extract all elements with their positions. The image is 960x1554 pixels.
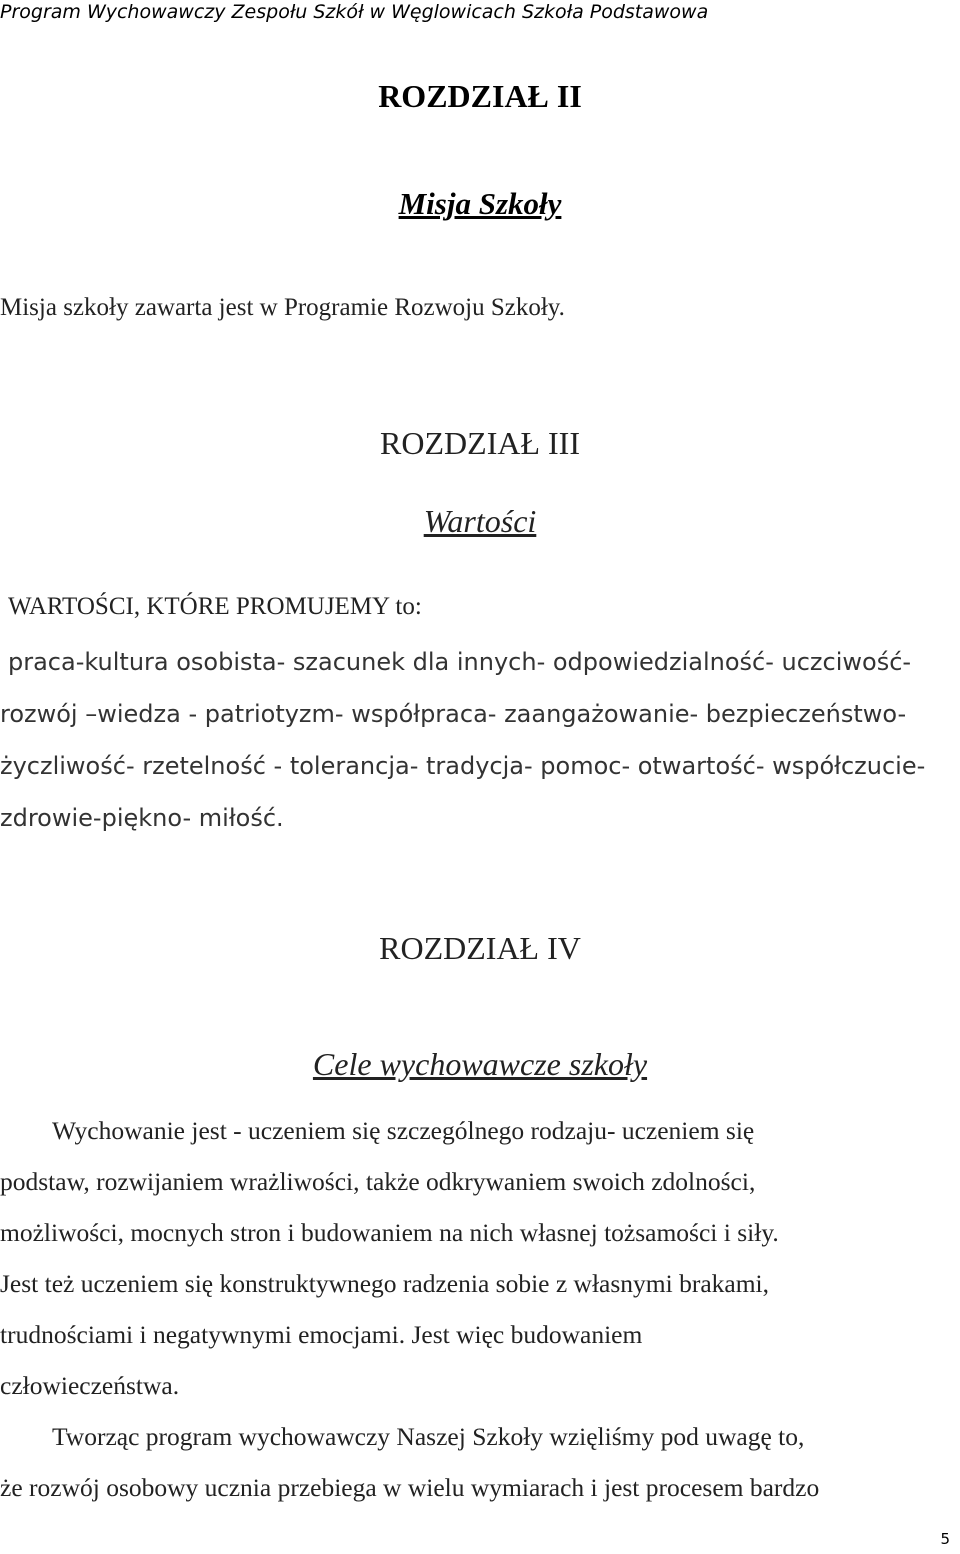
paragraph-line: człowieczeństwa. <box>0 1371 180 1400</box>
values-line: praca-kultura osobista- szacunek dla innych- odpowiedzialność- uczciwość- <box>8 648 912 676</box>
paragraph-line: Wychowanie jest - uczeniem się szczególnego rodzaju- uczeniem się <box>52 1116 755 1145</box>
values-line: zdrowie-piękno- miłość. <box>0 804 284 832</box>
page-number: 5 <box>940 1530 950 1548</box>
paragraph-line: Jest też uczeniem się konstruktywnego radzenia sobie z własnymi brakami, <box>0 1269 770 1298</box>
values-heading: Wartości <box>423 503 537 539</box>
chapter-2-title: ROZDZIAŁ II <box>378 78 582 114</box>
paragraph-line: podstaw, rozwijaniem wrażliwości, także odkrywaniem swoich zdolności, <box>0 1167 756 1196</box>
chapter-3-title: ROZDZIAŁ III <box>380 425 580 461</box>
goals-heading: Cele wychowawcze szkoły <box>312 1046 648 1082</box>
values-line: życzliwość- rzetelność - tolerancja- tradycja- pomoc- otwartość- współczucie- <box>0 752 926 780</box>
values-line: rozwój –wiedza - patriotyzm- współpraca- zaangażowanie- bezpieczeństwo- <box>0 700 907 728</box>
paragraph-line: możliwości, mocnych stron i budowaniem na nich własnej tożsamości i siły. <box>0 1218 779 1247</box>
chapter-4-title: ROZDZIAŁ IV <box>379 930 581 966</box>
mission-heading: Misja Szkoły <box>398 186 562 221</box>
paragraph-line: że rozwój osobowy ucznia przebiega w wielu wymiarach i jest procesem bardzo <box>0 1473 820 1502</box>
values-intro: WARTOŚCI, KTÓRE PROMUJEMY to: <box>8 593 422 620</box>
paragraph-line: Tworząc program wychowawczy Naszej Szkoły wzięliśmy pod uwagę to, <box>52 1422 805 1451</box>
running-header: Program Wychowawczy Zespołu Szkół w Węglowicach Szkoła Podstawowa <box>0 1 709 23</box>
mission-text: Misja szkoły zawarta jest w Programie Rozwoju Szkoły. <box>0 294 565 321</box>
paragraph-line: trudnościami i negatywnymi emocjami. Jest więc budowaniem <box>0 1320 643 1349</box>
